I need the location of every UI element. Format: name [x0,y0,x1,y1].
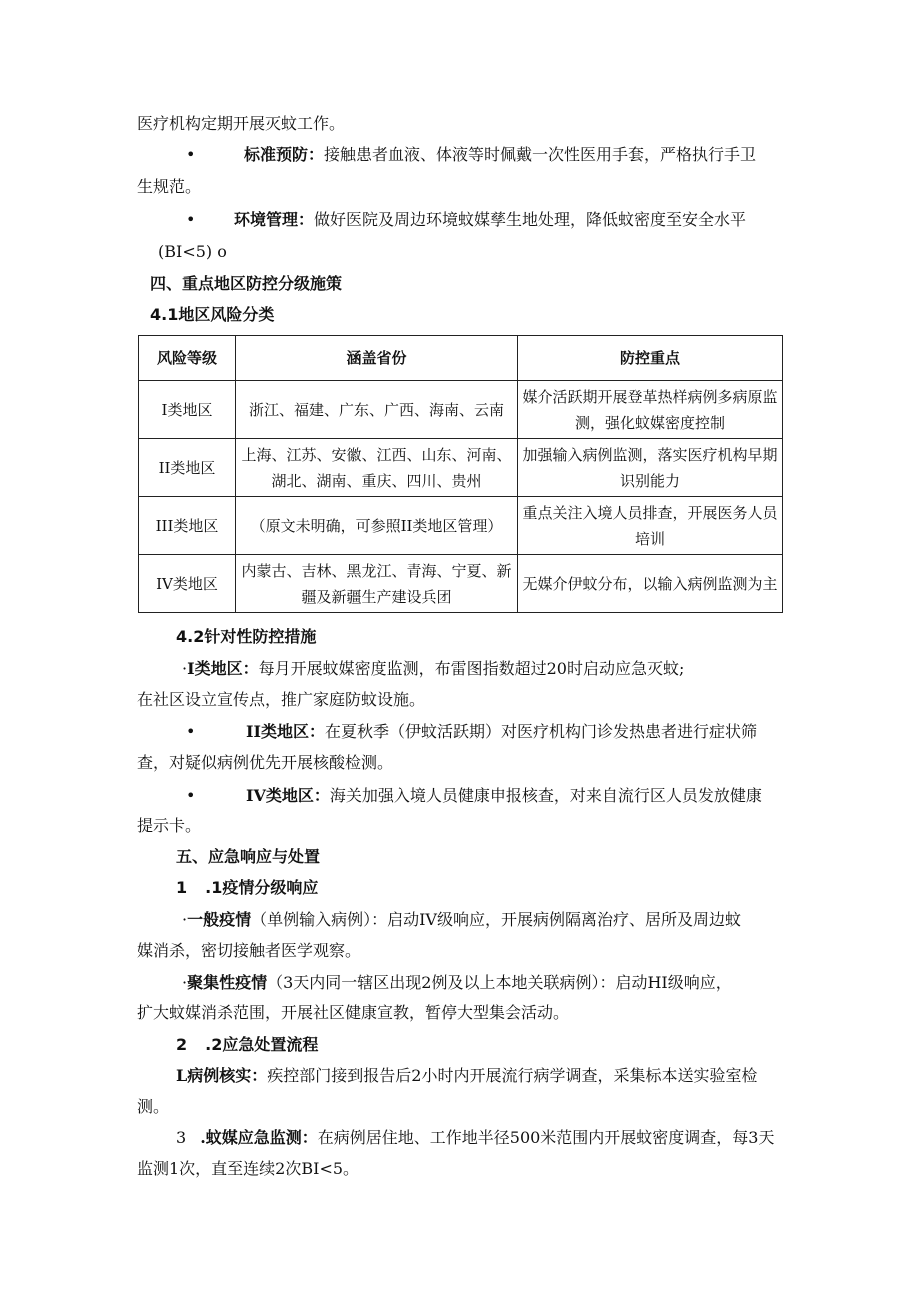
intro-line: 医疗机构定期开展灭蚊工作。 [137,114,346,133]
response-cluster [182,973,732,993]
bullet-label: 标准预防： [244,145,325,164]
risk-table [138,335,783,613]
cell-provinces [236,381,518,439]
step-text-cont: 监测1次，直至连续2次BI<5。 [137,1159,360,1178]
bullet-marker: • [186,722,196,741]
section-5-2-text: .2应急处置流程 [205,1035,319,1054]
measure-text-cont: 查，对疑似病例优先开展核酸检测。 [137,753,394,772]
cell-level: I类地区 [139,381,236,439]
measure-text-cont: 提示卡。 [137,816,202,835]
measure-label: IV类地区： [246,786,330,805]
bullet-marker: · [182,910,188,929]
table-header-row [139,336,783,381]
cell-level: III类地区 [139,497,236,555]
measure-text-cont: 在社区设立宣传点，推广家庭防蚊设施。 [137,690,426,709]
response-text-cont: 媒消杀，密切接触者医学观察。 [137,941,362,960]
bullet-text-cont: 生规范。 [137,177,202,196]
table-row [139,497,783,555]
step-num: 3 [176,1128,187,1147]
section-5-title: 五、应急响应与处置 [176,847,321,866]
response-text: （单例输入病例）：启动IV级响应，开展病例隔离治疗、居所及周边蚊 [251,910,741,929]
bullet-marker: • [186,786,196,805]
measure-text: 每月开展蚊媒密度监测，布雷图指数超过20时启动应急灭蚊; [258,659,685,678]
measure-text: 海关加强入境人员健康申报核查，对来自流行区人员发放健康 [329,786,762,805]
bullet-text: 做好医院及周边环境蚊媒孳生地处理，降低蚊密度至安全水平 [314,210,747,229]
measure-iv [246,786,762,806]
step-text-cont: 测。 [137,1097,170,1116]
cell-focus [518,439,783,497]
header-focus: 防控重点 [518,336,783,381]
header-provinces: 涵盖省份 [236,336,518,381]
cell-line: 测，强化蚊媒密度控制 [574,413,725,432]
cell-focus [518,555,783,613]
step-case-verify [176,1066,757,1086]
section-4-2-title: 4.2针对性防控措施 [176,627,317,646]
measure-label: I类地区： [187,659,259,678]
response-label: 一般疫情 [187,910,252,929]
section-5-2-title [176,1035,318,1055]
bullet-marker: · [182,659,188,678]
cell-line: 无媒介伊蚊分布，以输入病例监测为主 [522,574,778,593]
cell-line: 重点关注入境人员排查，开展医务人员 [522,503,778,522]
cell-provinces [236,439,518,497]
cell-level: II类地区 [139,439,236,497]
measure-label: II类地区： [246,722,325,741]
bullet-standard-precaution [244,145,756,165]
cell-level: IV类地区 [139,555,236,613]
bullet-text-cont: (BI<5) o [158,242,227,261]
cell-line: 疆及新疆生产建设兵团 [301,587,452,606]
cell-line: 上海、江苏、安徽、江西、山东、河南、 [241,445,512,464]
header-level: 风险等级 [139,336,236,381]
section-4-1-title: 4.1地区风险分类 [150,305,275,324]
step-vector-monitor [176,1128,775,1148]
section-5-1-title [176,878,318,898]
table-row [139,381,783,439]
step-text: 在病例居住地、工作地半径500米范围内开展蚊密度调查，每3天 [317,1128,775,1147]
measure-i [182,659,684,679]
bullet-label: 环境管理： [234,210,315,229]
section-5-1-text: .1疫情分级响应 [205,878,319,897]
response-text: （3天内同一辖区出现2例及以上本地关联病例）：启动HI级响应， [267,973,732,992]
bullet-environment [234,210,746,230]
step-label: .蚊媒应急监测： [200,1128,318,1147]
cell-provinces [236,555,518,613]
response-label: 聚集性疫情 [187,973,268,992]
cell-line: 内蒙古、吉林、黑龙江、青海、宁夏、新 [241,561,512,580]
table-row [139,555,783,613]
cell-line: 培训 [634,529,665,548]
cell-line: （原文未明确，可参照II类地区管理） [250,516,503,535]
section-5-2-num: 2 [176,1035,188,1054]
cell-line: 识别能力 [619,471,680,490]
section-5-1-num: 1 [176,878,188,897]
response-text-cont: 扩大蚊媒消杀范围，开展社区健康宣教，暂停大型集会活动。 [137,1003,570,1022]
cell-focus [518,381,783,439]
measure-text: 在夏秋季（伊蚊活跃期）对医疗机构门诊发热患者进行症状筛 [324,722,757,741]
section-4-title: 四、重点地区防控分级施策 [150,274,343,293]
bullet-text: 接触患者血液、体液等时佩戴一次性医用手套，严格执行手卫 [324,145,757,164]
cell-line: 媒介活跃期开展登革热样病例多病原监 [522,387,778,406]
cell-line: 加强输入病例监测，落实医疗机构早期 [522,445,778,464]
cell-line: 浙江、福建、广东、广西、海南、云南 [248,400,504,419]
response-general [182,910,741,930]
cell-provinces [236,497,518,555]
step-text: 疾控部门接到报告后2小时内开展流行病学调查，采集标本送实验室检 [267,1066,758,1085]
bullet-marker: • [186,145,196,164]
measure-ii [246,722,757,742]
cell-focus [518,497,783,555]
cell-line: 湖北、湖南、重庆、四川、贵州 [271,471,482,490]
step-label: L病例核实： [176,1066,268,1085]
table-row [139,439,783,497]
bullet-marker: • [186,210,196,229]
bullet-marker: · [182,973,188,992]
